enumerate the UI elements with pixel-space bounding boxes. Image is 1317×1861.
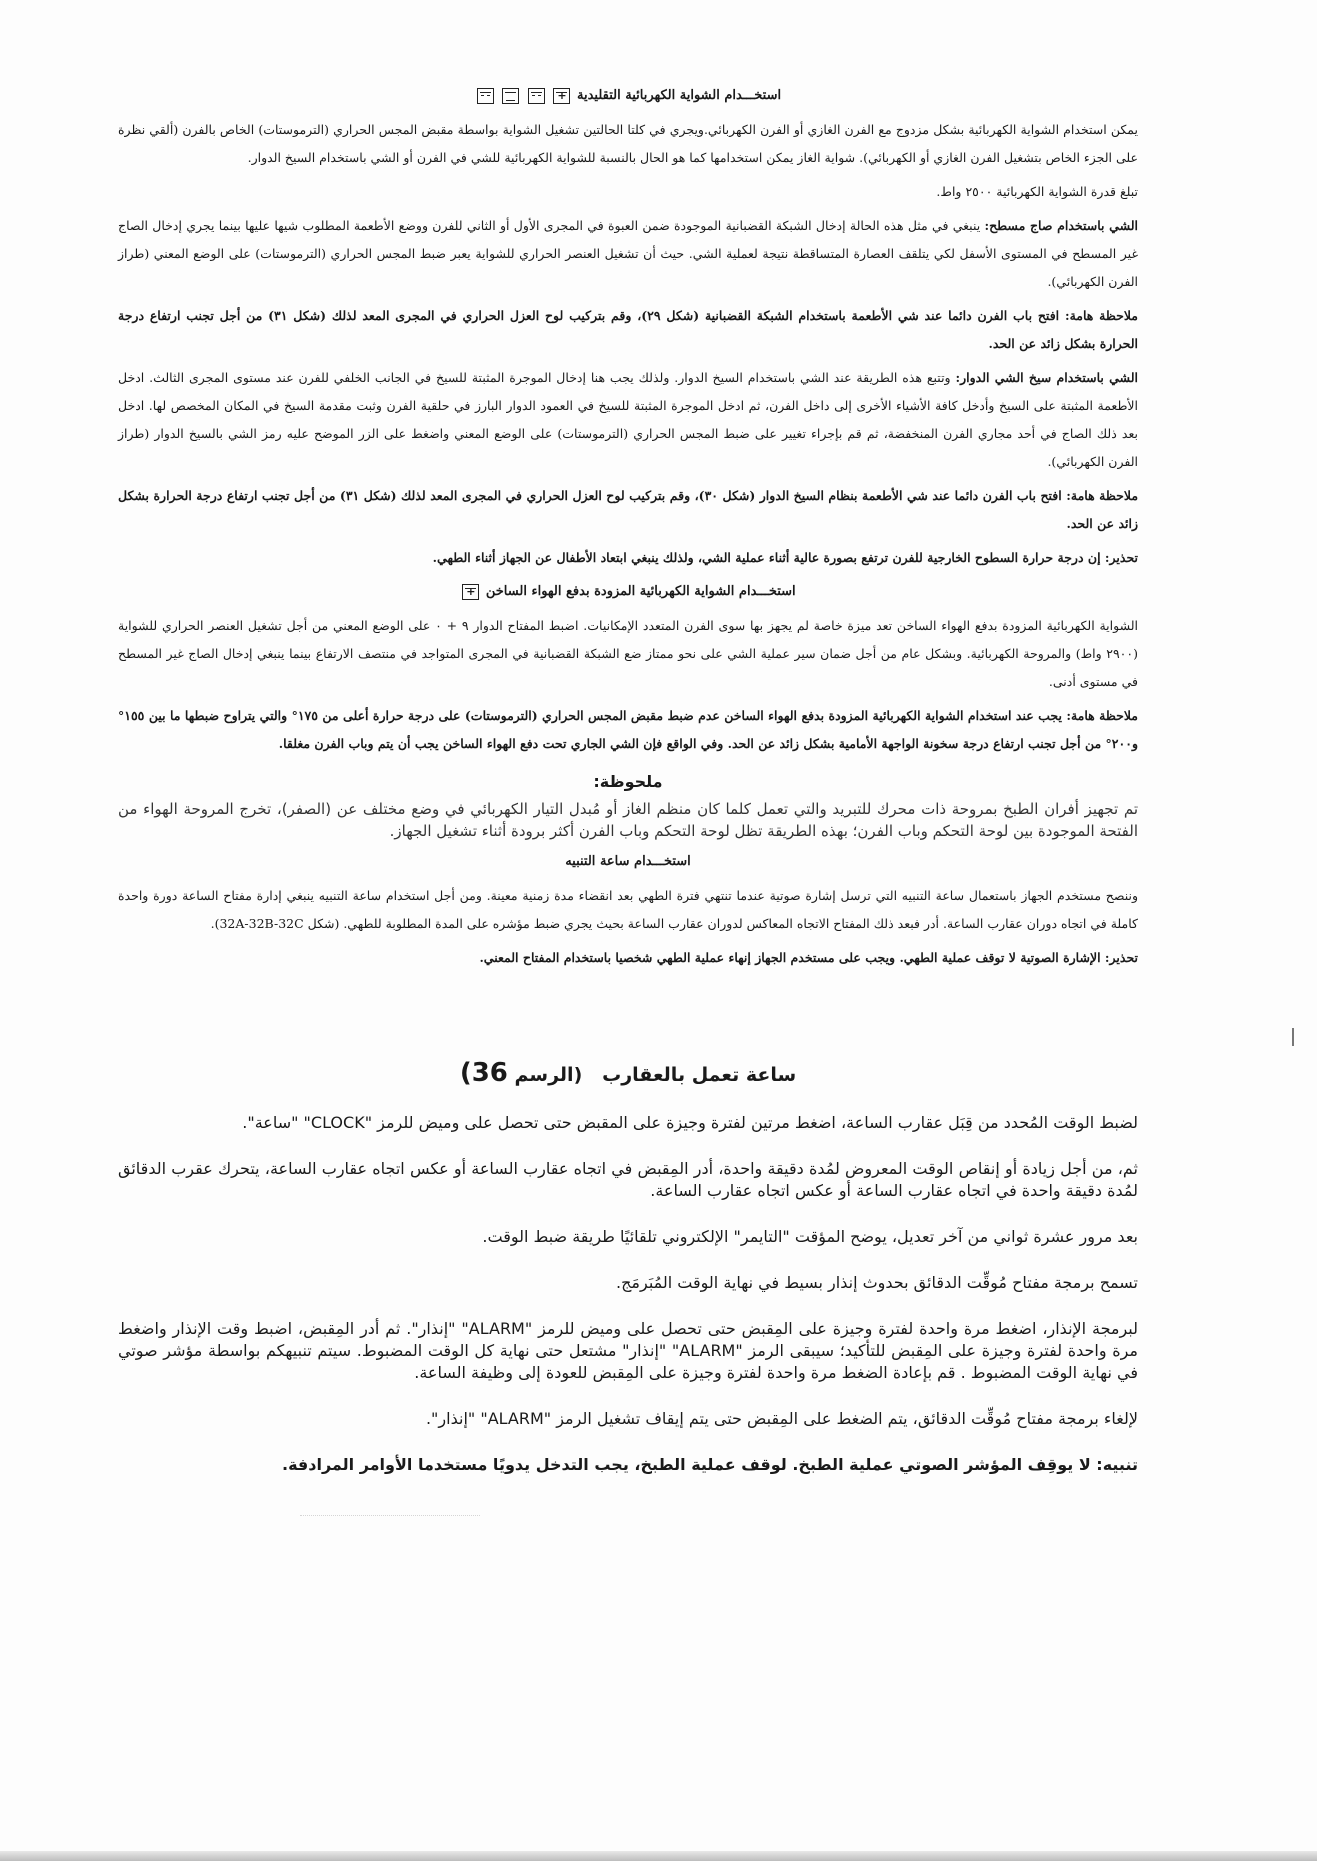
paragraph: لضبط الوقت المُحدد من قِبَل عقارب الساعة، اضغط مرتين لفترة وجيزة على المقبض حتى تحصل على وميض للرمز "CLOCK" "ساعة". [242,1113,1138,1132]
paragraph: يمكن استخدام الشواية الكهربائية بشكل مزدوج مع الفرن الغازي أو الفرن الكهربائي.ويجري في كلتا الحالتين تشغيل الشواية بواسطة مقبض المجس الحراري (الترموستات) الخاص بالفرن (ألقي نظرة على الجزء الخاص بتشغيل الفرن الغازي أو الكهربائي). شواية الغاز يمكن استخدامها كما هو الحال بالنسبة للشواية الكهربائية للشي في الفرن أو الشي باستخدام السيخ الدوار. [118,122,1138,165]
paragraph: تسمح برمجة مفتاح مُوقِّت الدقائق بحدوث إنذار بسيط في نهاية الوقت المُبَرمَج. [616,1273,1138,1292]
section-title-text: استخـــدام الشواية الكهربائية التقليدية [577,88,782,103]
fan-grill-symbol-icon [462,584,479,600]
paragraph: تبلغ قدرة الشواية الكهربائية ٢٥٠٠ واط. [936,184,1138,199]
top-bottom-heat-symbol-icon [502,88,519,104]
observation-text: تم تجهيز أفران الطبخ بمروحة ذات محرك للتبريد والتي تعمل كلما كان منظم الغاز أو مُبدل التيار الكهربائي في وضع مختلف عن (الصفر)، تخرج المروحة الهواء من الفتحة الموجودة بين لوحة التحكم وباب الفرن؛ بهذه الطريقة تظل لوحة التحكم وباب الفرن أكثر برودة أثناء تشغيل الجهاز. [118,800,1138,840]
scan-bottom-edge [0,1851,1317,1861]
paragraph: وننصح مستخدم الجهاز باستعمال ساعة التنبيه التي ترسل إشارة صوتية عندما تنتهي فترة الطهي بعد انقضاء مدة زمنية معينة. ومن أجل استخدام ساعة التنبيه ينبغي إدارة مفتاح الساعة دورة واحدة كاملة في اتجاه دوران عقارب الساعة. أدر فبعد ذلك المفتاح الاتجاه المعاكس لدوران عقارب الساعة بحيث يجري ضبط مؤشره على المدة المطلوبة للطهي. (شكل 32A-32B-32C). [118,888,1138,931]
paragraph: لإلغاء برمجة مفتاح مُوقِّت الدقائق، يتم الضغط على المِقبض حتى يتم إيقاف تشغيل الرمز "ALARM" "إنذار". [425,1409,1138,1428]
paragraph-lead: الشي باستخدام سيخ الشي الدوار: [955,370,1138,385]
important-note: ملاحظة هامة: افتح باب الفرن دائما عند شي الأطعمة باستخدام الشبكة القضبانية (شكل ٢٩)، وقم بتركيب لوح العزل الحراري في المجرى المعد لذلك (شكل ٣١) من أجل تجنب ارتفاع درجة الحرارة بشكل زائد عن الحد. [118,308,1139,351]
warning-note: تحذير: الإشارة الصوتية لا توقف عملية الطهي. ويجب على مستخدم الجهاز إنهاء عملية الطهي شخصيا باستخدام المفتاح المعني. [479,950,1138,965]
observation-title: ملحوظة: [593,772,663,791]
section-title-fan-grill [118,578,1138,606]
clock-title-text: ساعة تعمل بالعقارب [602,1064,797,1086]
paragraph-lead: الشي باستخدام صاج مسطح: [984,218,1139,233]
section-title-timer: استخـــدام ساعة التنبيه [565,854,691,869]
clock-title [118,1058,1138,1088]
scan-mark [1292,1028,1294,1046]
paragraph [118,212,1138,296]
figure-word: (الرسم [514,1064,583,1086]
scan-smudge [300,1515,480,1522]
paragraph: لبرمجة الإنذار، اضغط مرة واحدة لفترة وجيزة على المِقبض حتى تحصل على وميض للرمز "ALARM" "إنذار". ثم أدر المِقبض، اضبط وقت الإنذار واضغط مرة واحدة لفترة وجيزة على المِقبض للتأكيد؛ سيبقى الرمز "ALARM" "إنذار" مشتعل حتى نهاية كل الوقت المضبوط. سيتم تنبيهكم بواسطة مؤشر صوتي في نهاية الوقت المضبوط . قم بإعادة الضغط مرة واحدة لفترة وجيزة على المِقبض للعودة إلى وظيفة الساعة. [118,1319,1138,1382]
paragraph [118,364,1138,476]
paragraph-body: ينبغي في مثل هذه الحالة إدخال الشبكة القضبانية الموجودة ضمن العبوة في المجرى الأول أو الثاني للفرن ووضع الأطعمة المطلوب شيها عليها بينما يجري إدخال الصاج غير المسطح في المستوى الأسفل لكي يتلقف العصارة المتساقطة نتيجة لعملية الشي. حيث أن تشغيل العنصر الحراري للشواية يعبر ضبط المجس الحراري (الترموستات) على الوضع المعني (طراز الفرن الكهربائي). [118,218,1138,289]
paragraph-body: وتتبع هذه الطريقة عند الشي باستخدام السيخ الدوار. ولذلك يجب هنا إدخال الموجرة المثبتة للسيخ في الجانب الخلفي للفرن عند مستوى المجرى الثالث. ادخل الأطعمة المثبتة على السيخ وأدخل كافة الأشياء الأخرى إلى داخل الفرن، ثم ادخل الموجرة المثبتة للسيخ في العمود الدوار البارز في حلقية الفرن وثبت مقدمة السيخ في المكان المخصص لها. ادخل بعد ذلك الصاج في أحد مجاري الفرن المنخفضة، ثم قم بإجراء تغيير على ضبط المجس الحراري (الترموستات) على الوضع المعني واضغط على الزر الموضح عليه رمز الشي بالسيخ الدوار (طراز الفرن الكهربائي). [118,370,1138,469]
important-note [118,702,1138,758]
note-body: ملاحظة هامة: يجب عند استخدام الشواية الكهربائية المزودة بدفع الهواء الساخن عدم ضبط مقبض المجس الحراري (الترموستات) على درجة حرارة أعلى من ١٧٥° والتي يتراوح ضبطها ما بين ١٥٥° و٢٠٠° من أجل تجنب ارتفاع درجة سخونة الواجهة الأمامية بشكل زائد عن الحد. وفي الواقع فإن الشي الجاري تحت دفع الهواء الساخن يجب أن يتم وباب الفرن مغلقا. [118,708,1139,751]
section-title-conventional-grill [118,82,1138,110]
clock-section [118,1052,1138,1500]
section-title-text: استخـــدام الشواية الكهربائية المزودة بدفع الهواء الساخن [485,584,796,599]
important-note: ملاحظة هامة: افتح باب الفرن دائما عند شي الأطعمة بنظام السيخ الدوار (شكل ٣٠)، وقم بتركيب لوح العزل الحراري في المجرى المعد لذلك (شكل ٣١) من أجل تجنب ارتفاع درجة الحرارة بشكل زائد عن الحد. [118,488,1139,531]
top-heat-grill-symbol-icon [477,88,494,104]
warning-note: تنبيه: لا يوقِف المؤشر الصوتي عملية الطبخ. لوقف عملية الطبخ، يجب التدخل يدويًا مستخدما الأوامر المرادفة. [282,1455,1138,1474]
paragraph: الشواية الكهربائية المزودة بدفع الهواء الساخن تعد ميزة خاصة لم يجهز بها سوى الفرن المتعدد الإمكانيات. اضبط المفتاح الدوار ٩ + ٠ على الوضع المعني من أجل تشغيل العنصر الحراري للشواية (٢٩٠٠ واط) والمروحة الكهربائية. وبشكل عام من أجل ضمان سير عملية الشي على نحو ممتاز ضع الشبكة القضبانية في المجرى المتواجد في منتصف الارتفاع بينما ينبغي إدخال الصاج غير المسطح في مستوى أدنى. [118,618,1139,689]
warning-note: تحذير: إن درجة حرارة السطوح الخارجية للفرن ترتفع بصورة عالية أثناء عملية الشي، ولذلك ينبغي ابتعاد الأطفال عن الجهاز أثناء الطهي. [432,550,1138,565]
paragraph: بعد مرور عشرة ثواني من آخر تعديل، يوضح المؤقت "التايمر" الإلكتروني تلقائيًا طريقة ضبط الوقت. [482,1227,1138,1246]
figure-number: 36) [459,1058,508,1088]
grill-symbol-icon [528,88,545,104]
paragraph: ثم، من أجل زيادة أو إنقاص الوقت المعروض لمُدة دقيقة واحدة، أدر المِقبض في اتجاه عقارب الساعة أو عكس اتجاه عقارب الساعة، يتحرك عقرب الدقائق لمُدة دقيقة واحدة في اتجاه عقارب الساعة أو عكس اتجاه عقارب الساعة. [118,1159,1138,1200]
upper-section [118,78,1138,978]
fan-oven-symbol-icon [553,88,570,104]
